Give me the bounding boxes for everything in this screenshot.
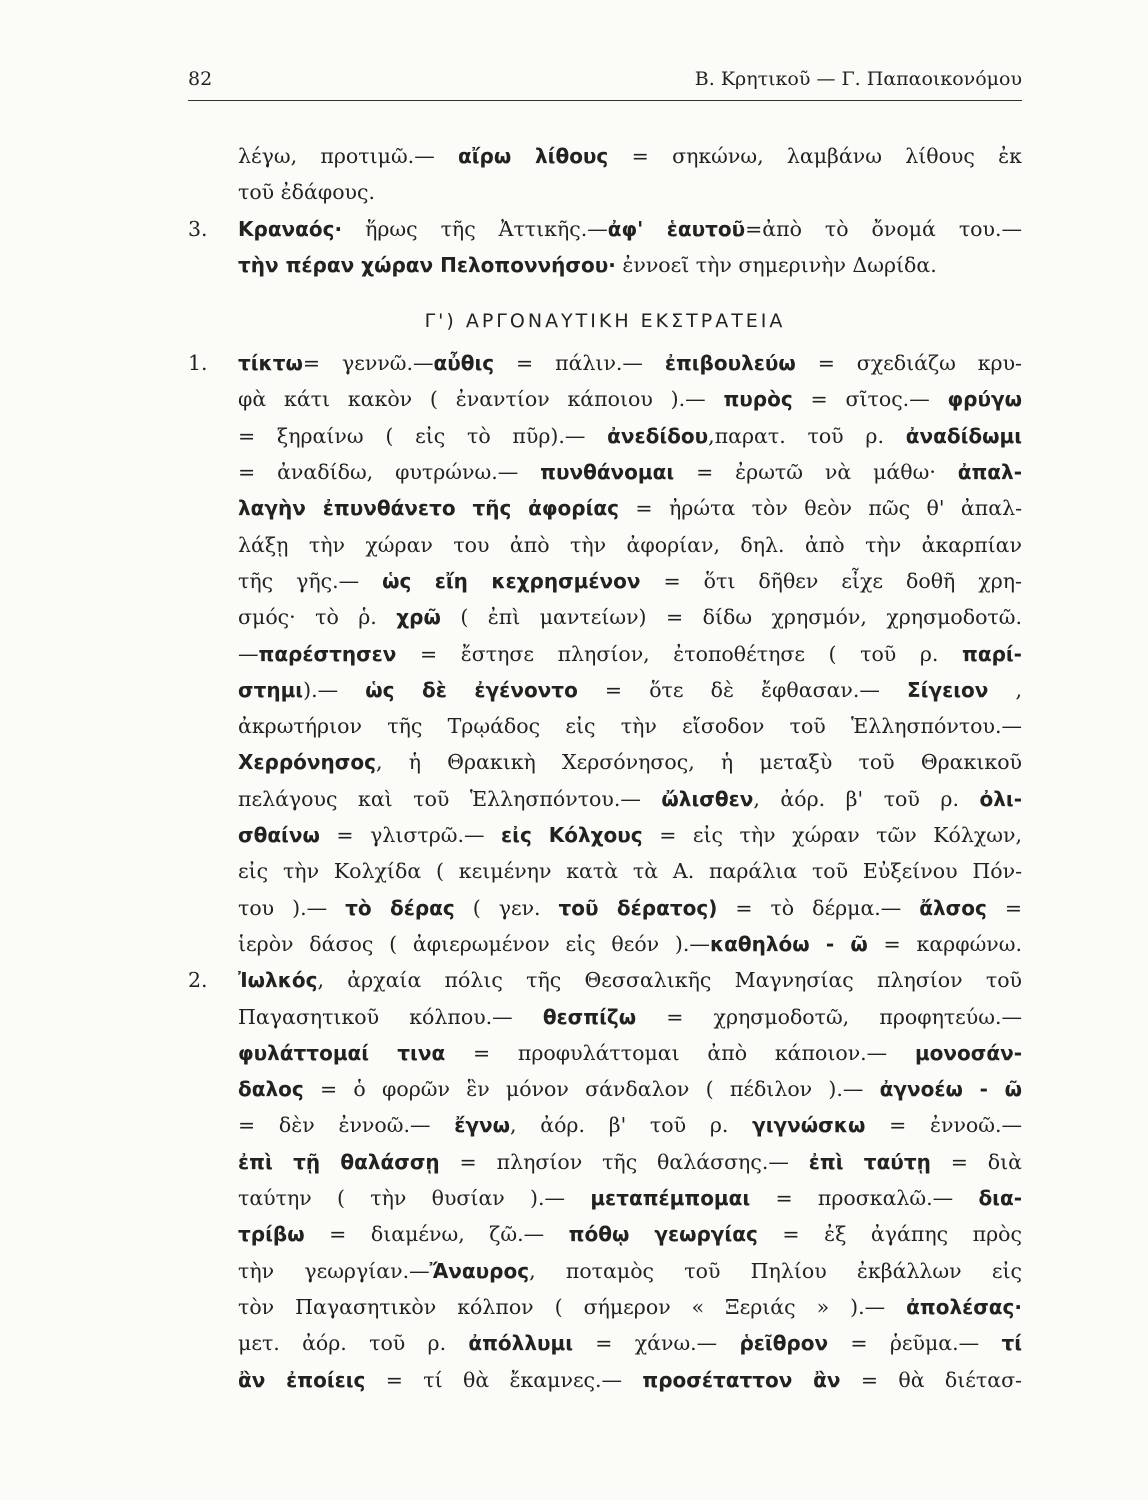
gloss-text: τοῦ ἐδάφους.: [238, 180, 376, 205]
text-line: [188, 454, 1022, 490]
gloss-text: λέγω, προτιμῶ.—: [238, 144, 459, 168]
text-line: [188, 890, 1022, 926]
text-line: [188, 211, 1022, 247]
headword: χρῶ: [396, 605, 441, 630]
headword: σθαίνω: [238, 823, 320, 848]
gloss-text: τὴν γεωργίαν.—: [238, 1258, 430, 1283]
headword: τί: [1001, 1331, 1022, 1356]
text-line: [188, 599, 1022, 635]
headword: ἀφ' ἑαυτοῦ: [607, 216, 746, 241]
gloss-text: = χάνω.—: [573, 1331, 740, 1356]
gloss-text: = ἠρώτα τὸν θεὸν πῶς θ' ἀπαλ-: [619, 496, 1022, 521]
text-line: [188, 999, 1022, 1035]
gloss-text: = διὰ: [930, 1149, 1022, 1174]
headword: ἀπαλ-: [957, 460, 1023, 485]
page-header: [188, 68, 1022, 101]
headword: ἐπὶ τῇ θαλάσσῃ: [238, 1149, 440, 1174]
headword: ἐπιβουλεύω: [664, 351, 796, 376]
gloss-text: ,παρατ. τοῦ ρ.: [708, 423, 906, 448]
headword: Χερρόνησος: [238, 750, 376, 775]
gloss-text: πελάγους καὶ τοῦ Ἑλλησπόντου.—: [238, 786, 662, 811]
headword: φρύγω: [947, 387, 1022, 412]
text-line: [188, 1035, 1022, 1071]
headword: ἀπόλλυμι: [468, 1331, 573, 1356]
gloss-text: = σῖτος.—: [792, 387, 948, 412]
headword: ἂν ἐποίεις: [238, 1367, 366, 1392]
gloss-text: = ὅτι δῆθεν εἶχε δοθῆ χρη-: [640, 568, 1022, 593]
headword: αἴρω λίθους: [458, 144, 609, 168]
text-line: [188, 962, 1022, 998]
text-line: [188, 1180, 1022, 1216]
gloss-text: εἰς τὴν Κολχίδα ( κειμένην κατὰ τὰ Α. παράλια τοῦ Εὐξείνου Πόν-: [238, 859, 1022, 884]
gloss-text: , ποταμὸς τοῦ Πηλίου ἐκβάλλων εἰς: [529, 1258, 1022, 1283]
headword: ἀπολέσας·: [906, 1294, 1022, 1319]
gloss-text: = καρφώνω.: [867, 931, 1022, 956]
headword: Σίγειον: [907, 677, 989, 702]
gloss-text: = τί θὰ ἔκαμνες.—: [365, 1367, 643, 1392]
headword: τὸ δέρας: [345, 895, 455, 920]
gloss-text: , ἀρχαία πόλις τῆς Θεσσαλικῆς Μαγνησίας πλησίον τοῦ: [317, 968, 1022, 993]
headword: τοῦ δέρατος): [558, 895, 718, 920]
text-line: [188, 744, 1022, 780]
headword: τίκτω: [238, 351, 303, 376]
headword: ἀγνοέω - ῶ: [879, 1077, 1022, 1102]
headword: θεσπίζω: [542, 1004, 637, 1029]
gloss-text: ( γεν.: [454, 895, 559, 920]
text-line: [188, 1071, 1022, 1107]
text-line: [188, 672, 1022, 708]
headword: ῥεῖθρον: [739, 1331, 829, 1356]
text-line: [188, 1216, 1022, 1252]
headword: δαλος: [238, 1077, 304, 1102]
glossary-text: [188, 138, 1022, 1398]
gloss-text: φὰ κάτι κακὸν ( ἐναντίον κάποιου ).—: [238, 387, 724, 412]
gloss-text: , ἀόρ. β' τοῦ ρ.: [509, 1113, 753, 1138]
text-line: [188, 636, 1022, 672]
headword: παρί-: [962, 641, 1022, 666]
gloss-text: ἐννοεῖ τὴν σημερινὴν Δωρίδα.: [615, 252, 937, 277]
headword: λαγὴν ἐπυνθάνετο τῆς ἀφορίας: [238, 496, 619, 521]
gloss-text: = σχεδιάζω κρυ-: [795, 351, 1022, 376]
gloss-text: τῆς γῆς.—: [238, 568, 383, 593]
headword: ὀλι-: [979, 786, 1022, 811]
text-line: [188, 1362, 1022, 1398]
text-line: [188, 345, 1022, 381]
headword: δια-: [978, 1186, 1023, 1211]
gloss-text: = χρησμοδοτῶ, προφητεύω.—: [636, 1004, 1023, 1029]
headword: ἔγνω: [454, 1113, 510, 1138]
text-line: [188, 1325, 1022, 1361]
text-line: [188, 853, 1022, 889]
gloss-text: λάξῃ τὴν χώραν του ἀπὸ τὴν ἀφορίαν, δηλ. ἀπὸ τὴν ἀκαρπίαν: [238, 532, 1022, 557]
text-line: [188, 817, 1022, 853]
gloss-text: ἱερὸν δάσος ( ἀφιερωμένον εἰς θεόν ).—: [238, 931, 710, 956]
gloss-text: σμός· τὸ ῥ.: [238, 605, 397, 630]
gloss-text: = προφυλάττομαι ἀπὸ κάποιον.—: [445, 1040, 915, 1065]
headword: ἀνεδίδου: [607, 423, 709, 448]
gloss-text: = διαμένω, ζῶ.—: [304, 1222, 569, 1247]
section-title: [188, 293, 1022, 345]
entry-number: 3.: [188, 216, 208, 241]
headword: πυρὸς: [723, 387, 793, 412]
gloss-text: = θὰ διέτασ-: [840, 1367, 1022, 1392]
gloss-text: —: [238, 641, 259, 666]
gloss-text: , ἡ Θρακικὴ Χερσόνησος, ἡ μεταξὺ τοῦ Θρακικοῦ: [375, 750, 1022, 775]
gloss-text: = τὸ δέρμα.—: [717, 895, 920, 920]
text-line: [188, 1253, 1022, 1289]
headword: Ἰωλκός: [238, 968, 318, 993]
headword: φυλάττομαί τινα: [238, 1040, 446, 1065]
headword: καθηλόω - ῶ: [709, 931, 868, 956]
gloss-text: = προσκαλῶ.—: [750, 1186, 979, 1211]
headword: αὖθις: [433, 351, 495, 376]
entry-number: 2.: [188, 968, 208, 993]
gloss-text: ἥρως τῆς Ἀττικῆς.—: [342, 216, 608, 241]
gloss-text: του ).—: [238, 895, 346, 920]
gloss-text: = πλησίον τῆς θαλάσσης.—: [439, 1149, 809, 1174]
entry-number: 1.: [188, 351, 208, 376]
gloss-text: = σηκώνω, λαμβάνω λίθους ἐκ: [608, 144, 1022, 168]
gloss-text: = γλιστρῶ.—: [319, 823, 502, 848]
gloss-text: = ἐξ ἀγάπης πρὸς: [757, 1222, 1022, 1247]
headword: γιγνώσκω: [752, 1113, 866, 1138]
gloss-text: , ἀόρ. β' τοῦ ρ.: [753, 786, 980, 811]
headword: τὴν πέραν χώραν Πελοποννήσου·: [238, 252, 616, 277]
text-line: [188, 1144, 1022, 1180]
headword: Κραναός·: [238, 216, 343, 241]
text-line: [188, 527, 1022, 563]
headword: ἄλσος: [919, 895, 987, 920]
text-line: [188, 138, 1022, 174]
gloss-text: = δὲν ἐννοῶ.—: [238, 1113, 455, 1138]
text-line: [188, 1107, 1022, 1143]
page-number: 82: [188, 68, 213, 90]
headword: μεταπέμπομαι: [590, 1186, 751, 1211]
headword: μονοσάν-: [914, 1040, 1022, 1065]
gloss-text: = ἔστησε πλησίον, ἐτοποθέτησε ( τοῦ ρ.: [396, 641, 963, 666]
running-title: Β. Κρητικοῦ — Γ. Παπαοικονόμου: [694, 68, 1022, 90]
gloss-text: Παγασητικοῦ κόλπου.—: [238, 1004, 543, 1029]
text-line: [188, 708, 1022, 744]
headword: εἰς Κόλχους: [501, 823, 643, 848]
text-line: [188, 381, 1022, 417]
gloss-text: = πάλιν.—: [494, 351, 665, 376]
gloss-text: = ἐννοῶ.—: [865, 1113, 1022, 1138]
gloss-text: = ὅτε δὲ ἔφθασαν.—: [577, 677, 907, 702]
gloss-text: = ἐρωτῶ νὰ μάθω·: [674, 460, 958, 485]
headword: πυνθάνομαι: [540, 460, 675, 485]
text-line: [188, 563, 1022, 599]
text-line: [188, 926, 1022, 962]
text-line: [188, 490, 1022, 526]
gloss-text: μετ. ἀόρ. τοῦ ρ.: [238, 1331, 469, 1356]
text-line: [188, 247, 1022, 283]
headword: ὡς δὲ ἐγένοντο: [365, 677, 578, 702]
text-line: [188, 1289, 1022, 1325]
gloss-text: ἀκρωτήριον τῆς Τρῳάδος εἰς τὴν εἴσοδον τοῦ Ἑλλησπόντου.—: [238, 714, 1022, 739]
gloss-text: = εἰς τὴν χώραν τῶν Κόλχων,: [642, 823, 1022, 848]
headword: ὡς εἴη κεχρησμένον: [382, 568, 641, 593]
gloss-text: =: [986, 895, 1022, 920]
headword: ἀναδίδωμι: [905, 423, 1022, 448]
gloss-text: ).—: [303, 677, 366, 702]
gloss-text: = ὁ φορῶν ἓν μόνον σάνδαλον ( πέδιλον ).—: [303, 1077, 880, 1102]
gloss-text: ταύτην ( τὴν θυσίαν ).—: [238, 1186, 591, 1211]
headword: ὤλισθεν: [661, 786, 754, 811]
headword: τρίβω: [238, 1222, 305, 1247]
gloss-text: τὸν Παγασητικὸν κόλπον ( σήμερον « Ξεριάς » ).—: [238, 1294, 907, 1319]
gloss-text: = ξηραίνω ( εἰς τὸ πῦρ).—: [238, 423, 608, 448]
text-line: [188, 781, 1022, 817]
gloss-text: ( ἐπὶ μαντείων) = δίδω χρησμόν, χρησμοδοτῶ.: [440, 605, 1023, 630]
text-line: [188, 418, 1022, 454]
gloss-text: = γεννῶ.—: [302, 351, 434, 376]
headword: προσέταττον ἂν: [642, 1367, 841, 1392]
headword: πόθῳ γεωργίας: [568, 1222, 758, 1247]
headword: στημι: [238, 677, 304, 702]
headword: παρέστησεν: [258, 641, 397, 666]
gloss-text: = ῥεῦμα.—: [828, 1331, 1002, 1356]
gloss-text: = ἀναδίδω, φυτρώνω.—: [238, 460, 541, 485]
gloss-text: =ἀπὸ τὸ ὄνομά του.—: [745, 216, 1022, 241]
headword: Ἄναυρος: [429, 1258, 530, 1283]
headword: ἐπὶ ταύτῃ: [808, 1149, 931, 1174]
gloss-text: ,: [988, 677, 1022, 702]
text-line: [188, 174, 1022, 210]
gloss-text: Γ') ΑΡΓΟΝΑΥΤΙΚΗ ΕΚΣΤΡΑΤΕΙΑ: [424, 310, 786, 333]
